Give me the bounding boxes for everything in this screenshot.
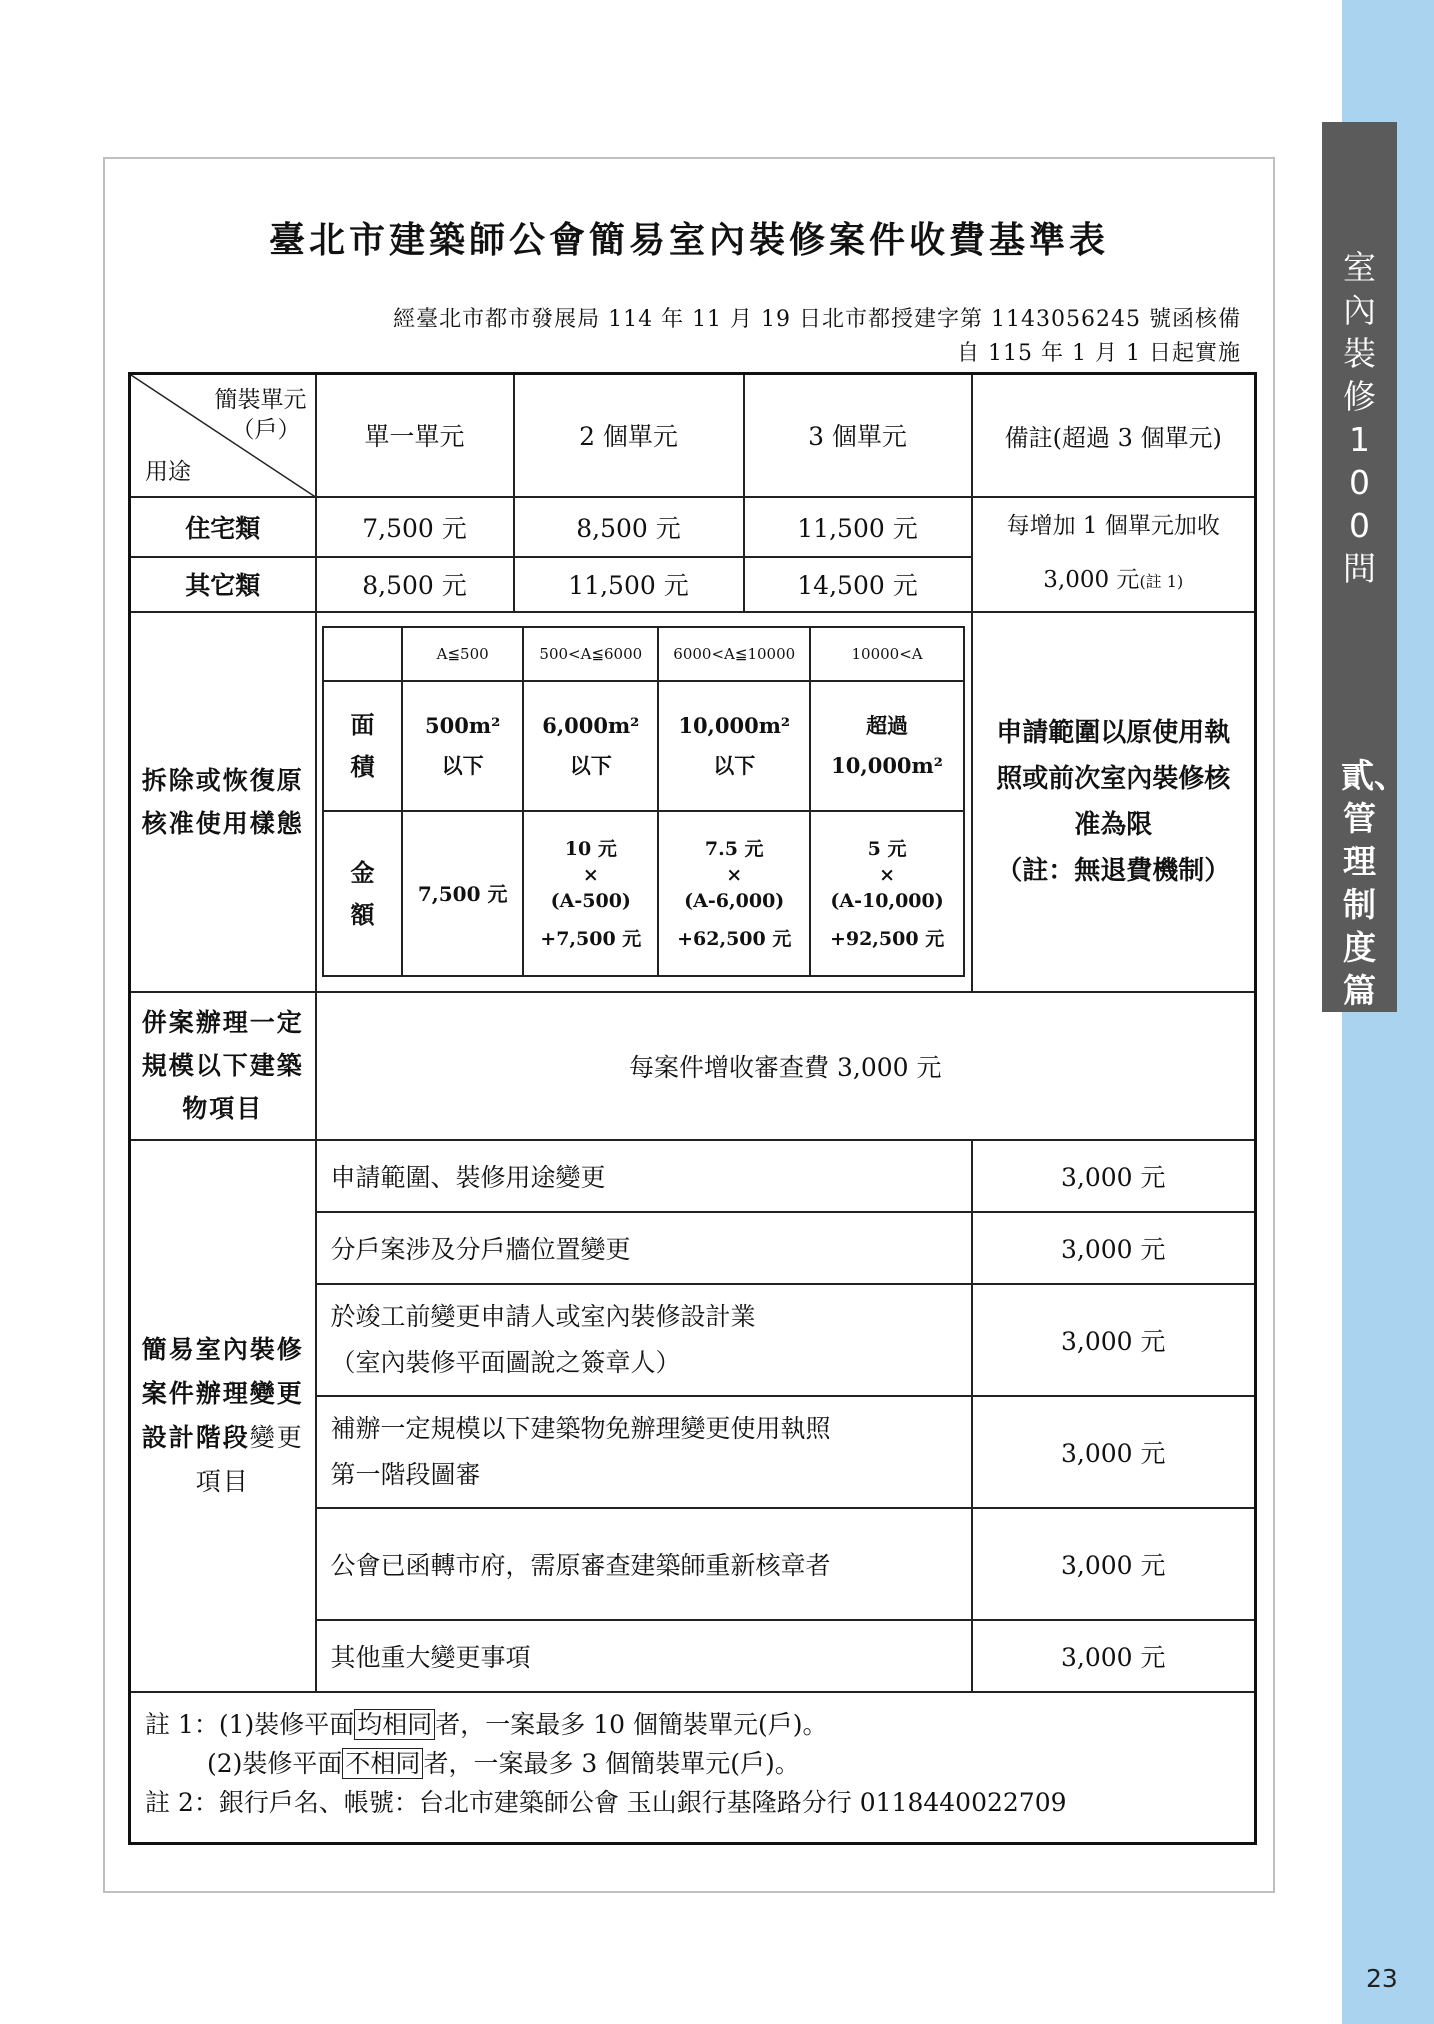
area-label: 面積 [323, 681, 402, 811]
amount-4-base: +92,500 元 [829, 927, 945, 950]
note-1a [145, 1705, 1254, 1744]
note-1b-boxed: 不相同 [342, 1748, 423, 1779]
change-row-1 [130, 1140, 1256, 1212]
change-fee-2: 3,000 元 [972, 1212, 1256, 1284]
amount-2-rate: 10 元 [564, 837, 617, 860]
area-fee-subtable [322, 626, 965, 977]
amount-4 [810, 811, 964, 976]
change-item-4-line2: 第一階段圖審 [330, 1459, 481, 1489]
area-3: 10,000m² 以下 [658, 681, 810, 811]
change-fee-5: 3,000 元 [972, 1508, 1256, 1620]
amount-label: 金額 [323, 811, 402, 976]
chapter-title: 貳、管理制度篇 [1341, 756, 1407, 1010]
combined-value: 每案件增收審查費 3,000 元 [316, 992, 1256, 1140]
notes-row [130, 1692, 1256, 1844]
sub-amount-row [323, 811, 964, 976]
approval-line: 經臺北市都市發展局 114 年 11 月 19 日北市都授建字第 1143056245 號函核備 [393, 307, 1241, 332]
header-row [130, 374, 1256, 497]
change-label-rest: 變更項目 [195, 1422, 304, 1496]
amount-2-expr: (A-500) [550, 889, 631, 912]
amount-4-times: × [879, 863, 896, 886]
note-2: 註 2：銀行戶名、帳號：台北市建築師公會 玉山銀行基隆路分行 0118440022709 [145, 1787, 1067, 1817]
change-fee-4: 3,000 元 [972, 1396, 1256, 1508]
area-4: 超過 10,000m² [810, 681, 964, 811]
extra-note-line2-wrap [973, 553, 1255, 609]
effective-line: 自 115 年 1 月 1 日起實施 [957, 341, 1241, 366]
amount-3-base: +62,500 元 [677, 927, 792, 950]
demolish-remark: 申請範圍以原使用執照或前次室內裝修核准為限 [996, 717, 1231, 840]
amount-3-rate: 7.5 元 [704, 837, 764, 860]
other-label: 其它類 [130, 557, 316, 612]
col-header-2: 2 個單元 [514, 374, 744, 497]
other-v2: 11,500 元 [514, 557, 744, 612]
amount-2-base: +7,500 元 [540, 927, 642, 950]
residential-v2: 8,500 元 [514, 497, 744, 557]
change-item-3-line2: （室內裝修平面圖說之簽章人） [330, 1347, 681, 1377]
amount-4-expr: (A-10,000) [830, 889, 944, 912]
diag-top-label: 簡裝單元 [214, 387, 307, 413]
residential-row [130, 497, 1256, 557]
note-1a-prefix: 註 1：(1)裝修平面 [145, 1709, 355, 1739]
combined-row [130, 992, 1256, 1140]
chapter-side-tab [1322, 122, 1407, 1012]
diag-mid-label: （戶） [231, 417, 301, 443]
extra-note-mark: (註 1) [1139, 572, 1184, 591]
note-1b [145, 1744, 1254, 1783]
col-header-1: 單一單元 [316, 374, 514, 497]
sub-header-3: 6000<A≦10000 [658, 627, 810, 681]
amount-1: 7,500 元 [402, 811, 523, 976]
change-item-4-line1: 補辦一定規模以下建築物免辦理變更使用執照 [330, 1413, 831, 1443]
change-item-6: 其他重大變更事項 [316, 1620, 972, 1692]
residential-label: 住宅類 [130, 497, 316, 557]
notes-cell [130, 1692, 1256, 1844]
change-item-2: 分戶案涉及分戶牆位置變更 [316, 1212, 972, 1284]
change-item-3 [316, 1284, 972, 1396]
demolish-row [130, 612, 1256, 992]
area-1: 500m² 以下 [402, 681, 523, 811]
combined-label: 併案辦理一定規模以下建築物項目 [130, 992, 316, 1140]
note-1b-prefix: (2)裝修平面 [207, 1748, 343, 1778]
change-item-3-line1: 於竣工前變更申請人或室內裝修設計業 [330, 1301, 756, 1331]
document-title: 臺北市建築師公會簡易室內裝修案件收費基準表 [268, 219, 1109, 261]
amount-3-times: × [726, 863, 743, 886]
page-number: 23 [1366, 1964, 1398, 1993]
change-item-1: 申請範圍、裝修用途變更 [316, 1140, 972, 1212]
demolish-remark-note: （註：無退費機制） [996, 855, 1231, 886]
note-1a-boxed: 均相同 [354, 1709, 435, 1740]
amount-2 [523, 811, 658, 976]
change-item-5: 公會已函轉市府，需原審查建築師重新核章者 [316, 1508, 972, 1620]
extra-note-line2: 3,000 元 [1043, 567, 1140, 593]
change-fee-6: 3,000 元 [972, 1620, 1256, 1692]
residential-v1: 7,500 元 [316, 497, 514, 557]
demolish-remark-cell [972, 612, 1256, 992]
col-header-3: 3 個單元 [744, 374, 972, 497]
sub-header-1: A≦500 [402, 627, 523, 681]
note-1b-suffix: 者，一案最多 3 個簡裝單元(戶)。 [423, 1748, 800, 1778]
col-header-remark: 備註(超過 3 個單元) [972, 374, 1256, 497]
sub-header-row [323, 627, 964, 681]
amount-3-expr: (A-6,000) [684, 889, 785, 912]
sub-area-row [323, 681, 964, 811]
amount-4-rate: 5 元 [867, 837, 907, 860]
demolish-label: 拆除或恢復原核准使用樣態 [130, 612, 316, 992]
change-item-4 [316, 1396, 972, 1508]
demolish-inner-cell [316, 612, 972, 992]
fee-table [128, 372, 1257, 1845]
diag-bottom-label: 用途 [145, 458, 191, 485]
extra-note-line1: 每增加 1 個單元加收 [1006, 513, 1220, 539]
other-v1: 8,500 元 [316, 557, 514, 612]
change-fee-3: 3,000 元 [972, 1284, 1256, 1396]
note-1a-suffix: 者，一案最多 10 個簡裝單元(戶)。 [435, 1709, 828, 1739]
diagonal-header-cell [130, 374, 316, 497]
section-title: 室內裝修100問 [1343, 248, 1376, 588]
other-v3: 14,500 元 [744, 557, 972, 612]
change-label-cell [130, 1140, 316, 1692]
extra-unit-note [972, 497, 1256, 612]
residential-v3: 11,500 元 [744, 497, 972, 557]
area-2: 6,000m² 以下 [523, 681, 658, 811]
change-label-bold: 簡易室內裝修案件辦理變更設計階段 [141, 1334, 304, 1452]
sub-header-4: 10000<A [810, 627, 964, 681]
sub-header-blank [323, 627, 402, 681]
amount-3 [658, 811, 810, 976]
amount-2-times: × [582, 863, 599, 886]
sub-header-2: 500<A≦6000 [523, 627, 658, 681]
change-fee-1: 3,000 元 [972, 1140, 1256, 1212]
